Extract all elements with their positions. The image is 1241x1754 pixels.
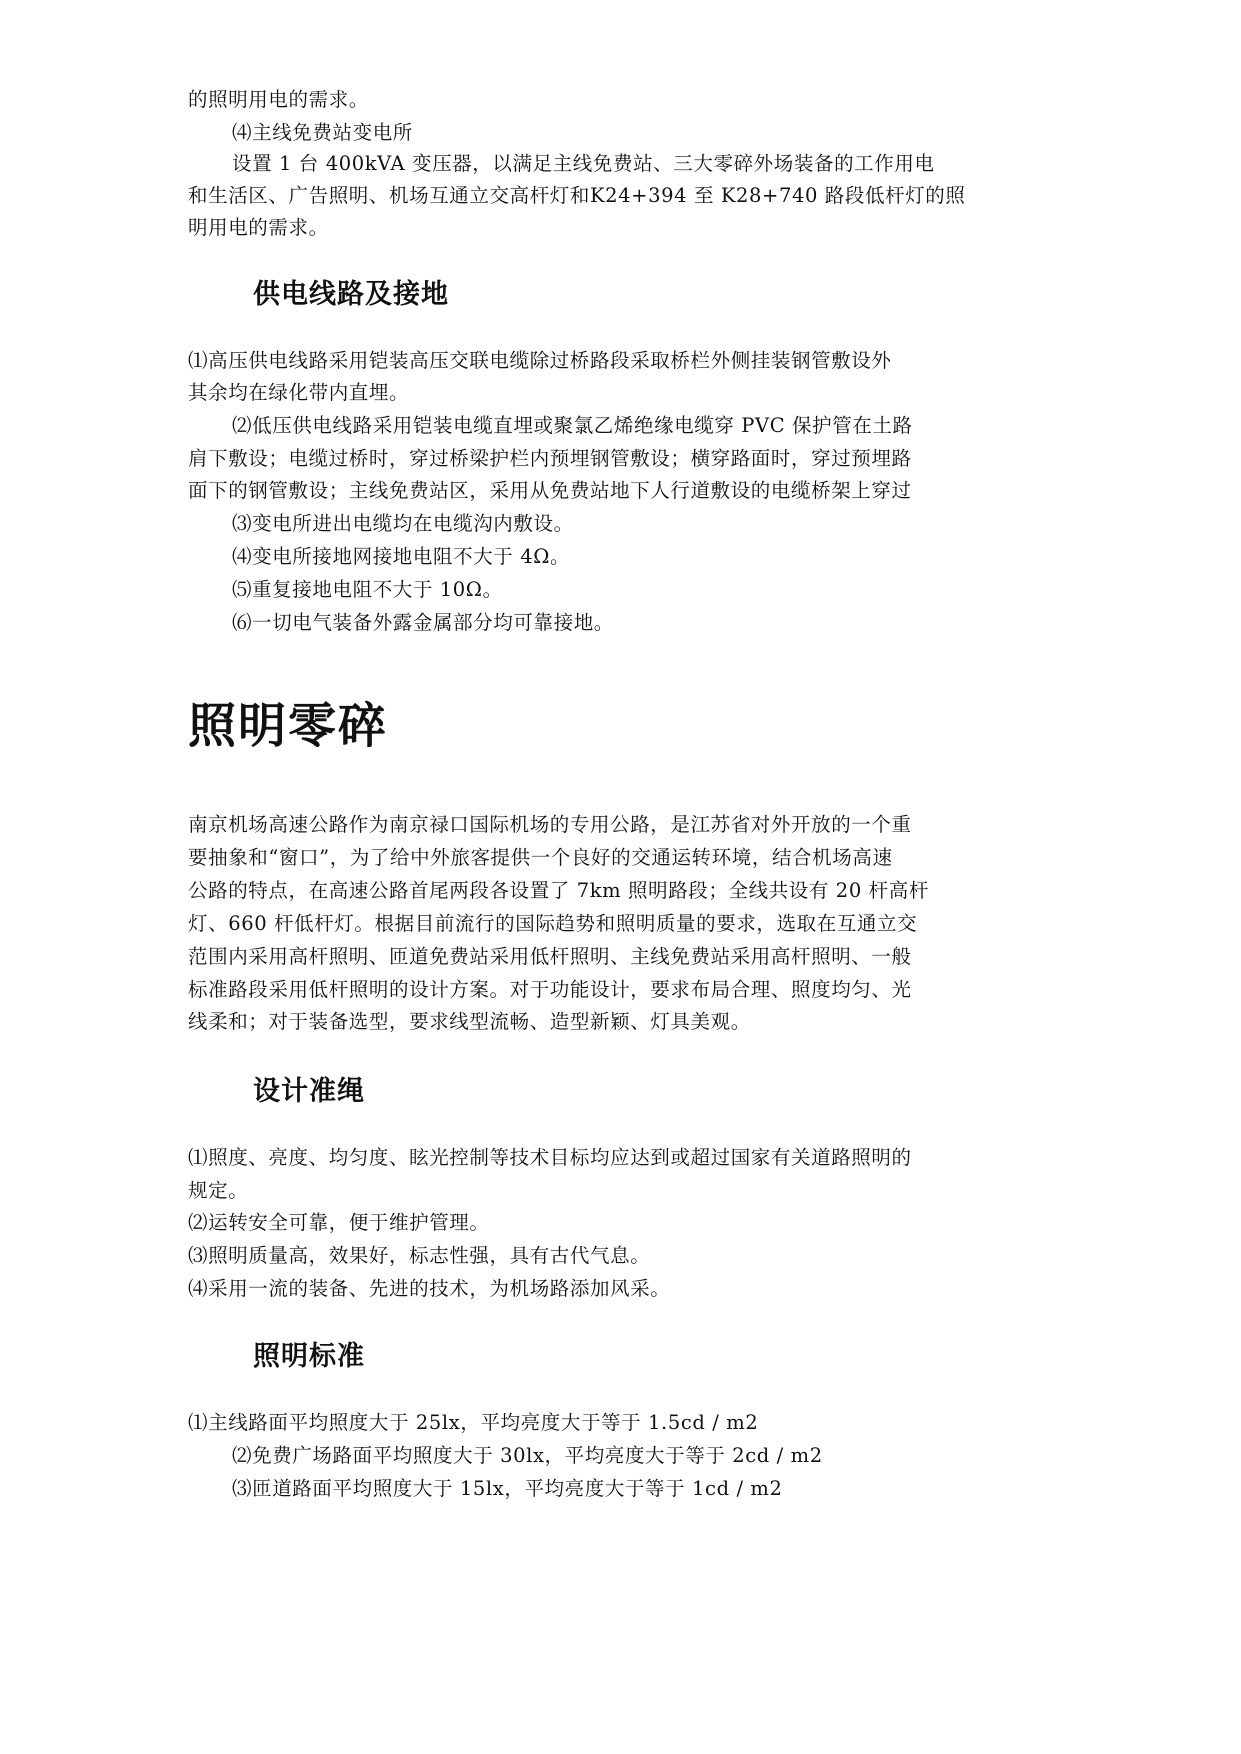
paragraph-line: 标准路段采用低杆照明的设计方案。对于功能设计，要求布局合理、照度均匀、光	[188, 978, 912, 1001]
list-item: ⑵免费广场路面平均照度大于 30lx，平均亮度大于等于 2cd / m2	[232, 1444, 823, 1467]
paragraph-line: 规定。	[188, 1179, 249, 1202]
paragraph-line: 设置 1 台 400kVA 变压器，以满足主线免费站、三大零碎外场装备的工作用电	[232, 152, 935, 175]
list-item: ⑴主线路面平均照度大于 25lx，平均亮度大于等于 1.5cd / m2	[188, 1411, 759, 1434]
list-item: ⑶变电所进出电缆均在电缆沟内敷设。	[232, 512, 574, 535]
list-item: ⑴照度、亮度、均匀度、眩光控制等技术目标均应达到或超过国家有关道路照明的	[188, 1146, 912, 1169]
paragraph-line: 范围内采用高杆照明、匝道免费站采用低杆照明、主线免费站采用高杆照明、一般	[188, 945, 912, 968]
list-item: ⑶照明质量高，效果好，标志性强，具有古代气息。	[188, 1244, 651, 1267]
list-item: ⑷变电所接地网接地电阻不大于 4Ω。	[232, 545, 571, 568]
paragraph-line: 线柔和；对于装备选型，要求线型流畅、造型新颖、灯具美观。	[188, 1010, 751, 1033]
paragraph-line: 要抽象和“窗口”，为了给中外旅客提供一个良好的交通运转环境，结合机场高速	[188, 846, 893, 869]
paragraph-line: 和生活区、广告照明、机场互通立交高杆灯和K24+394 至 K28+740 路段低杆灯的照	[188, 184, 966, 207]
list-item: ⑸重复接地电阻不大于 10Ω。	[232, 578, 503, 601]
paragraph-line: 肩下敷设；电缆过桥时，穿过桥梁护栏内预埋钢管敷设；横穿路面时，穿过预埋路	[188, 447, 912, 470]
list-item: ⑵运转安全可靠，便于维护管理。	[188, 1211, 490, 1234]
list-item: ⑴高压供电线路采用铠装高压交联电缆除过桥路段采取桥栏外侧挂装钢管敷设外	[188, 349, 892, 372]
list-item: ⑷采用一流的装备、先进的技术，为机场路添加风采。	[188, 1277, 671, 1300]
paragraph-line: 其余均在绿化带内直埋。	[188, 381, 410, 404]
paragraph-line: 公路的特点，在高速公路首尾两段各设置了 7km 照明路段；全线共设有 20 杆高杆	[188, 879, 929, 902]
paragraph-line: 灯、660 杆低杆灯。根据目前流行的国际趋势和照明质量的要求，选取在互通立交	[188, 912, 918, 935]
section-heading-lighting: 照明零碎	[188, 698, 389, 754]
section-heading-lighting-standard: 照明标准	[253, 1341, 365, 1372]
list-item: ⑷主线免费站变电所	[232, 121, 413, 144]
paragraph-line: 明用电的需求。	[188, 216, 329, 239]
list-item: ⑹一切电气装备外露金属部分均可靠接地。	[232, 611, 614, 634]
list-item: ⑵低压供电线路采用铠装电缆直埋或聚氯乙烯绝缘电缆穿 PVC 保护管在土路	[232, 414, 913, 437]
list-item: ⑶匝道路面平均照度大于 15lx，平均亮度大于等于 1cd / m2	[232, 1477, 783, 1500]
paragraph-line: 面下的钢管敷设；主线免费站区，采用从免费站地下人行道敷设的电缆桥架上穿过	[188, 479, 912, 502]
paragraph-line: 南京机场高速公路作为南京禄口国际机场的专用公路，是江苏省对外开放的一个重	[188, 813, 912, 836]
paragraph-line: 的照明用电的需求。	[188, 88, 369, 111]
section-heading-power-lines: 供电线路及接地	[253, 279, 449, 310]
section-heading-design-criteria: 设计准绳	[253, 1076, 365, 1107]
